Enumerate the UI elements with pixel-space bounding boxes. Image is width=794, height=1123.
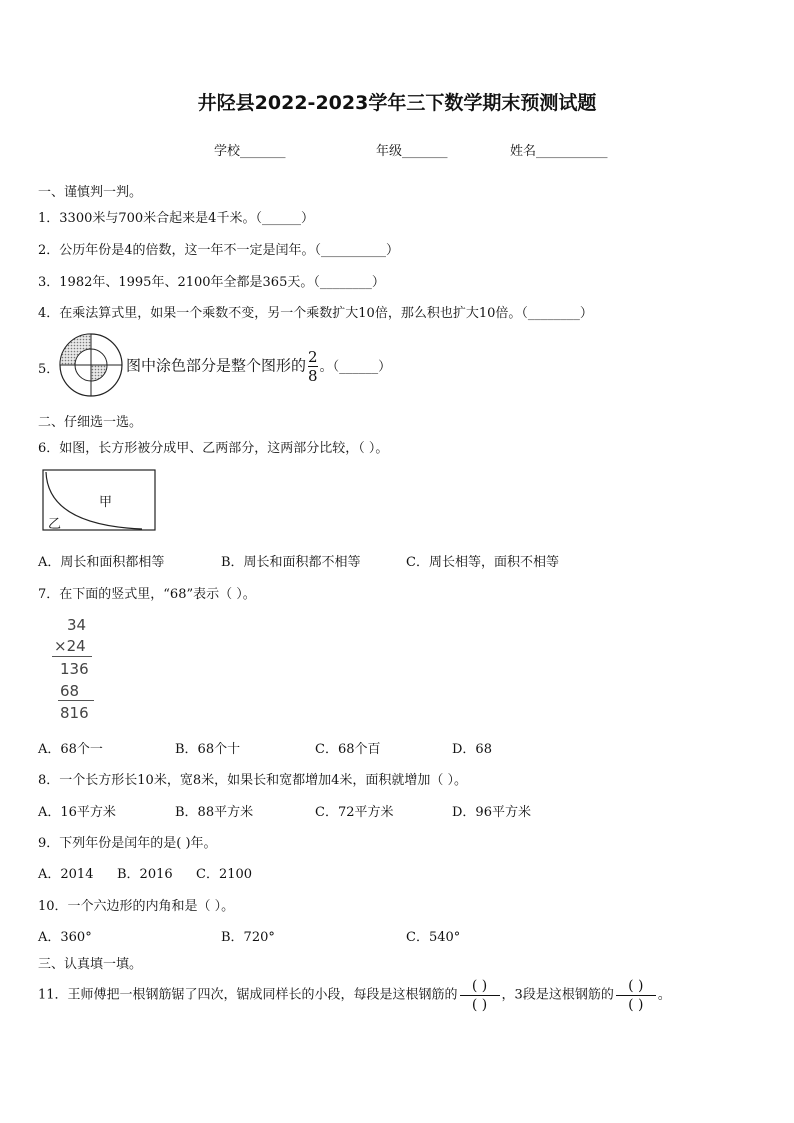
q7-calc-line-4: 68 (60, 682, 80, 700)
question-9: 9．下列年份是闰年的是( )年。 (38, 836, 217, 851)
q6-option-a: A．周长和面积都相等 (38, 555, 165, 570)
q7-calc-line-3: 136 (60, 660, 89, 678)
q8-option-b: B．88平方米 (175, 805, 254, 820)
q10-option-c: C．540° (406, 930, 461, 945)
q9-option-b: B．2016 (117, 867, 173, 882)
question-5-text: 图中涂色部分是整个图形的 (126, 356, 307, 375)
question-6: 6．如图，长方形被分成甲、乙两部分，这两部分比较，（ ）。 (38, 441, 389, 456)
question-11-part-b: ，3段是这根钢筋的 (501, 987, 614, 1003)
question-11 (38, 978, 671, 1013)
q5-fraction-denominator: 8 (308, 367, 318, 385)
q9-option-a: A．2014 (38, 867, 94, 882)
question-5-number: 5． (38, 362, 60, 377)
question-1: 1．3300米与700米合起来是4千米。（______） (38, 211, 314, 226)
question-5-tail: 。（______） (319, 359, 392, 375)
q11-fraction-2-denominator: ( ) (628, 997, 644, 1013)
name-field: 姓名___________ (510, 144, 608, 159)
q11-fraction-1-numerator: ( ) (471, 978, 488, 994)
section-2-heading: 二、仔细选一选。 (38, 415, 143, 430)
question-7: 7．在下面的竖式里，“68”表示（ ）。 (38, 587, 256, 602)
question-4: 4．在乘法算式里，如果一个乘数不变，另一个乘数扩大10倍，那么积也扩大10倍。（________） (38, 306, 593, 321)
q11-fraction-1 (460, 978, 500, 1013)
q8-option-d: D．96平方米 (452, 805, 531, 820)
q7-calc-line-1: 34 (67, 616, 87, 634)
question-11-part-c: 。 (657, 987, 671, 1003)
q7-calc-rule-1 (52, 656, 92, 657)
q9-option-c: C．2100 (196, 867, 253, 882)
q7-calc-rule-2 (58, 700, 94, 701)
section-3-heading: 三、认真填一填。 (38, 957, 143, 972)
grade-field: 年级_______ (376, 144, 448, 159)
page-title: 井陉县2022-2023学年三下数学期末预测试题 (197, 92, 597, 114)
question-10: 10．一个六边形的内角和是（ ）。 (38, 899, 235, 914)
q10-option-b: B．720° (221, 930, 275, 945)
q7-calc-line-2: ×24 (54, 637, 86, 655)
question-5-content (126, 349, 391, 384)
question-2: 2．公历年份是4的倍数，这一年不一定是闰年。（__________） (38, 243, 400, 258)
q5-fraction (308, 349, 318, 384)
question-8: 8．一个长方形长10米，宽8米，如果长和宽都增加4米，面积就增加（ ）。 (38, 773, 467, 788)
section-1-heading: 一、谨慎判一判。 (38, 185, 143, 200)
school-field: 学校_______ (214, 144, 286, 159)
q7-calc-line-5: 816 (60, 704, 89, 722)
q5-circle-figure (58, 332, 124, 398)
question-11-part-a: 11．王师傅把一根钢筋锯了四次，锯成同样长的小段，每段是这根钢筋的 (38, 987, 458, 1003)
q6-option-c: C．周长相等，面积不相等 (406, 555, 559, 570)
q8-option-c: C．72平方米 (315, 805, 394, 820)
q11-fraction-1-denominator: ( ) (471, 997, 488, 1013)
q8-option-a: A．16平方米 (38, 805, 116, 820)
q11-fraction-2 (616, 978, 656, 1013)
q7-option-d: D．68 (452, 742, 492, 757)
q11-fraction-2-numerator: ( ) (628, 978, 644, 994)
q10-option-a: A．360° (38, 930, 92, 945)
q7-option-c: C．68个百 (315, 742, 381, 757)
q6-label-jia: 甲 (99, 495, 113, 510)
q6-option-b: B．周长和面积都不相等 (221, 555, 361, 570)
question-3: 3．1982年、1995年、2100年全都是365天。（________） (38, 275, 385, 290)
q7-option-a: A．68个一 (38, 742, 103, 757)
q6-label-yi: 乙 (48, 517, 62, 532)
q7-option-b: B．68个十 (175, 742, 241, 757)
q5-fraction-numerator: 2 (308, 348, 318, 366)
